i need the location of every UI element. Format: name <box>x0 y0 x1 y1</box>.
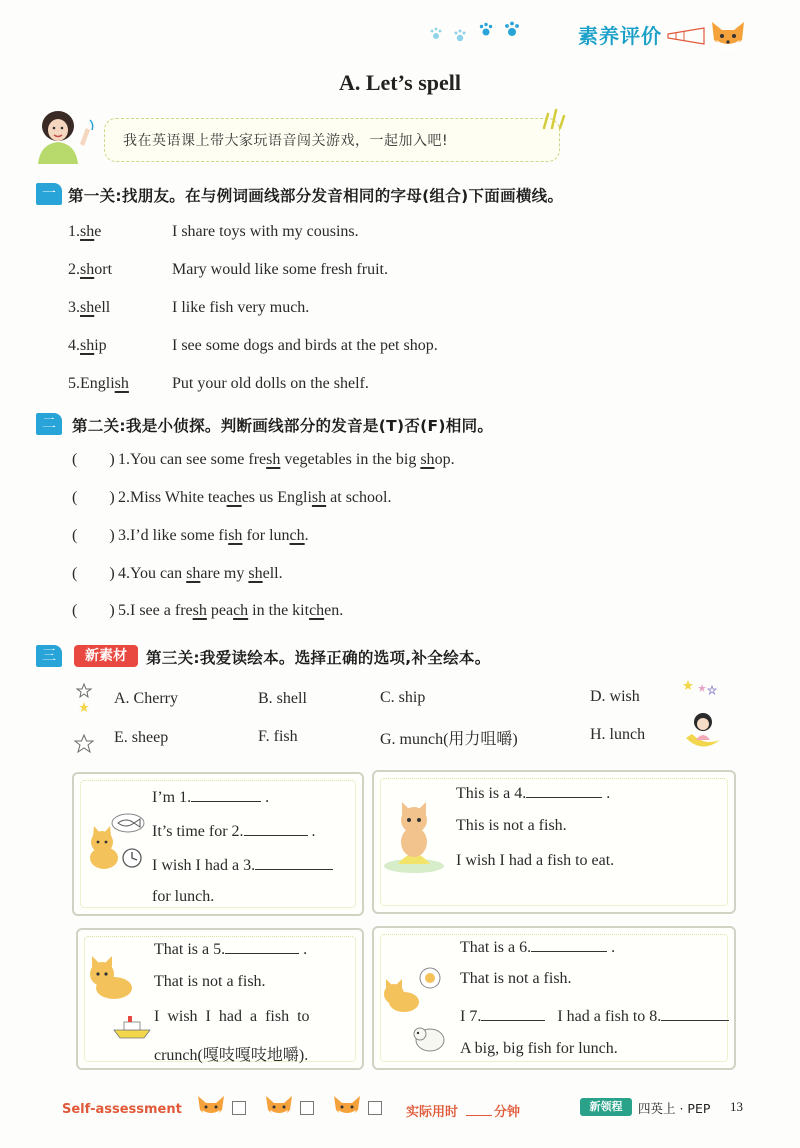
section-2-badge: 二 <box>36 413 62 435</box>
option-item[interactable]: G. munch(用力咀嚼) <box>380 731 518 748</box>
answer-blank-6[interactable] <box>531 936 607 952</box>
fox-mascot-icon <box>706 14 750 58</box>
section-1-badge: 一 <box>36 183 62 205</box>
answer-paren[interactable]: ( ) <box>72 602 115 619</box>
new-material-badge: 新素材 <box>74 645 138 667</box>
sentence[interactable]: I see some dogs and birds at the pet shop. <box>172 337 438 354</box>
girl-on-moon-icon <box>682 708 724 752</box>
fox-rating-icon-2 <box>262 1092 296 1122</box>
page-number: 13 <box>730 1099 743 1114</box>
toy-boat-icon <box>112 1014 152 1040</box>
page-title: A. Let’s spell <box>338 70 461 95</box>
answer-paren[interactable]: ( ) <box>72 489 115 506</box>
small-stars-icon <box>680 678 720 698</box>
section-2-title: 第二关:我是小侦探。判断画线部分的发音是(T)否(F)相同。 <box>72 417 494 435</box>
story-1-line-3: I wish I had a 3. <box>152 854 333 875</box>
paw-prints-icon <box>428 18 528 48</box>
self-assessment-label: Self-assessment <box>62 1102 182 1117</box>
story-1-line-2: It’s time for 2. . <box>152 820 316 841</box>
rating-checkbox-1[interactable] <box>232 1101 246 1115</box>
example-word: 1.she <box>68 223 102 240</box>
answer-blank-2[interactable] <box>244 820 308 836</box>
judgement-sentence: 2.Miss White teaches us English at school. <box>118 489 392 506</box>
example-word: 3.shell <box>68 299 111 316</box>
story-1-line-4: for lunch. <box>152 888 215 905</box>
section-3-badge: 三 <box>36 645 62 667</box>
section-3-title: 第三关:我爱读绘本。选择正确的选项,补全绘本。 <box>146 649 491 667</box>
option-item[interactable]: H. lunch <box>590 726 646 743</box>
judgement-sentence: 1.You can see some fresh vegetables in the big shop. <box>118 451 455 468</box>
answer-blank-5[interactable] <box>225 938 299 954</box>
example-word: 4.ship <box>68 337 107 354</box>
answer-paren[interactable]: ( ) <box>72 451 115 468</box>
answer-blank-1[interactable] <box>191 786 261 802</box>
option-item[interactable]: D. wish <box>590 688 640 705</box>
option-item[interactable]: F. fish <box>258 728 298 745</box>
star-outline-icon <box>74 734 94 754</box>
option-item[interactable]: C. ship <box>380 689 426 706</box>
judgement-sentence: 4.You can share my shell. <box>118 565 283 582</box>
story-3-line-2: That is not a fish. <box>154 973 266 990</box>
option-item[interactable]: B. shell <box>258 690 307 707</box>
example-word: 5.English <box>68 375 129 392</box>
fox-rating-icon-1 <box>194 1092 228 1122</box>
story-4-line-2: That is not a fish. <box>460 970 572 987</box>
stars-icon <box>76 682 102 714</box>
header-title: 素养评价 <box>578 24 662 48</box>
judgement-sentence: 5.I see a fresh peach in the kitchen. <box>118 602 344 619</box>
section-1-title: 第一关:找朋友。在与例词画线部分发音相同的字母(组合)下面画横线。 <box>68 187 564 205</box>
grade-label: 四英上 · PEP <box>638 1101 711 1116</box>
option-item[interactable]: A. Cherry <box>114 690 178 707</box>
rating-checkbox-2[interactable] <box>300 1101 314 1115</box>
fox-rating-icon-3 <box>330 1092 364 1122</box>
sentence[interactable]: I share toys with my cousins. <box>172 223 359 240</box>
rating-checkbox-3[interactable] <box>368 1101 382 1115</box>
sentence[interactable]: Put your old dolls on the shelf. <box>172 375 369 392</box>
story-2-line-1: This is a 4. . <box>456 782 610 803</box>
speech-bubble: 我在英语课上带大家玩语音闯关游戏，一起加入吧! <box>104 118 560 162</box>
kitten-icon <box>84 954 138 1002</box>
judgement-sentence: 3.I’d like some fish for lunch. <box>118 527 309 544</box>
cat-with-fishbone-icon <box>380 800 450 876</box>
answer-blank-8[interactable] <box>661 1005 729 1021</box>
story-4-line-4: A big, big fish for lunch. <box>460 1040 618 1057</box>
kittens-and-sheep-icon <box>380 966 450 1056</box>
answer-paren[interactable]: ( ) <box>72 565 115 582</box>
sentence[interactable]: Mary would like some fresh fruit. <box>172 261 388 278</box>
fish-bubble-icon <box>110 812 146 834</box>
story-3-line-4: crunch(嘎吱嘎吱地嚼). <box>154 1047 309 1064</box>
option-item[interactable]: E. sheep <box>114 729 169 746</box>
story-3-line-1: That is a 5. . <box>154 938 307 959</box>
story-4-line-3: I 7. I had a fish to 8. <box>460 1005 729 1026</box>
sentence[interactable]: I like fish very much. <box>172 299 310 316</box>
time-blank[interactable] <box>466 1115 492 1116</box>
answer-paren[interactable]: ( ) <box>72 527 115 544</box>
teacher-avatar-icon <box>34 108 98 164</box>
answer-blank-3[interactable] <box>255 854 333 870</box>
sparkle-icon <box>540 106 568 130</box>
story-2-line-2: This is not a fish. <box>456 817 567 834</box>
story-4-line-1: That is a 6. . <box>460 936 615 957</box>
answer-blank-7[interactable] <box>481 1005 545 1021</box>
brand-logo: 新领程 <box>580 1098 632 1116</box>
story-1-line-1: I’m 1. . <box>152 786 269 807</box>
story-2-line-3: I wish I had a fish to eat. <box>456 852 615 869</box>
story-3-line-3: I wish I had a fish to <box>154 1008 310 1025</box>
example-word: 2.short <box>68 261 113 278</box>
answer-blank-4[interactable] <box>526 782 602 798</box>
time-used-field: 实际用时 分钟 <box>406 1105 521 1120</box>
